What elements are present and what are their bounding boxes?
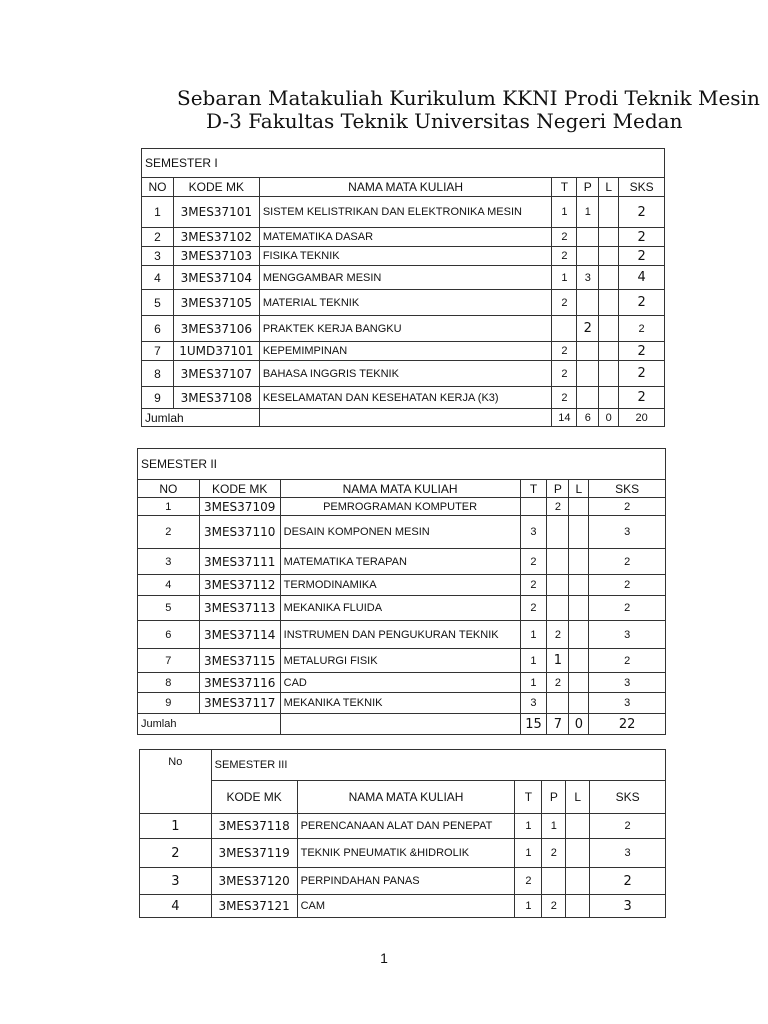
table-row (142, 361, 665, 387)
cell-no: 6 (142, 316, 174, 342)
cell-t: 1 (515, 814, 542, 839)
cell-p: 2 (547, 673, 569, 693)
cell-no: 2 (142, 228, 174, 247)
cell-no: 5 (142, 290, 174, 316)
total-empty-cell (280, 714, 520, 735)
cell-nama-mata-kuliah: SISTEM KELISTRIKAN DAN ELEKTRONIKA MESIN (259, 197, 552, 228)
cell-t: 3 (520, 693, 547, 714)
cell-kode-mk: 3MES37116 (199, 673, 280, 693)
cell-l (569, 621, 589, 649)
cell-kode-mk: 3MES37107 (173, 361, 259, 387)
cell-l (599, 387, 619, 409)
cell-nama-mata-kuliah: BAHASA INGGRIS TEKNIK (259, 361, 552, 387)
cell-kode-mk: 3MES37115 (199, 649, 280, 673)
cell-sks: 2 (619, 197, 665, 228)
cell-t: 3 (520, 516, 547, 549)
cell-p (547, 516, 569, 549)
cell-p: 2 (542, 895, 566, 918)
cell-t: 2 (515, 868, 542, 895)
cell-sks: 2 (589, 596, 666, 621)
cell-kode-mk: 3MES37106 (173, 316, 259, 342)
cell-sks: 4 (619, 266, 665, 290)
cell-no: 3 (138, 549, 200, 575)
cell-l (599, 290, 619, 316)
total-t: 14 (552, 409, 577, 427)
cell-p: 2 (547, 498, 569, 516)
cell-l (569, 498, 589, 516)
cell-sks: 3 (589, 673, 666, 693)
cell-nama-mata-kuliah: MENGGAMBAR MESIN (259, 266, 552, 290)
semester-1-header-row (142, 178, 665, 197)
cell-nama-mata-kuliah: MEKANIKA TEKNIK (280, 693, 520, 714)
table-row (140, 868, 666, 895)
cell-no: 5 (138, 596, 200, 621)
header-sks: SKS (589, 480, 666, 498)
cell-nama-mata-kuliah: PERENCANAAN ALAT DAN PENEPAT (297, 814, 515, 839)
cell-p (577, 228, 599, 247)
semester-2-label: SEMESTER II (138, 449, 666, 480)
cell-t (552, 316, 577, 342)
cell-p (577, 342, 599, 361)
cell-nama-mata-kuliah: PEMROGRAMAN KOMPUTER (280, 498, 520, 516)
table-row (140, 814, 666, 839)
cell-nama-mata-kuliah: CAD (280, 673, 520, 693)
cell-l (599, 197, 619, 228)
cell-kode-mk: 3MES37109 (199, 498, 280, 516)
cell-l (569, 596, 589, 621)
cell-kode-mk: 3MES37102 (173, 228, 259, 247)
cell-sks: 2 (619, 361, 665, 387)
cell-kode-mk: 3MES37117 (199, 693, 280, 714)
cell-l (569, 516, 589, 549)
cell-sks: 3 (589, 516, 666, 549)
cell-sks: 2 (589, 549, 666, 575)
total-sks: 22 (589, 714, 666, 735)
cell-t: 2 (552, 342, 577, 361)
cell-l (569, 649, 589, 673)
cell-p: 2 (547, 621, 569, 649)
cell-p (542, 868, 566, 895)
cell-l (599, 342, 619, 361)
total-label: Jumlah (142, 409, 260, 427)
cell-no: 6 (138, 621, 200, 649)
semester-2-total-row (138, 714, 666, 735)
cell-t: 2 (520, 596, 547, 621)
cell-no: 3 (142, 247, 174, 266)
header-l: L (566, 781, 590, 814)
cell-kode-mk: 3MES37118 (211, 814, 297, 839)
cell-sks: 3 (590, 895, 666, 918)
cell-t: 2 (552, 290, 577, 316)
cell-no: 4 (142, 266, 174, 290)
cell-sks: 2 (589, 649, 666, 673)
cell-kode-mk: 3MES37114 (199, 621, 280, 649)
cell-p (547, 575, 569, 596)
semester-3-label-row (140, 750, 666, 781)
cell-t: 2 (552, 387, 577, 409)
semester-1-table (141, 148, 665, 427)
cell-t: 1 (520, 673, 547, 693)
cell-nama-mata-kuliah: PRAKTEK KERJA BANGKU (259, 316, 552, 342)
cell-p (547, 596, 569, 621)
cell-l (566, 868, 590, 895)
cell-l (566, 839, 590, 868)
cell-l (599, 247, 619, 266)
cell-l (599, 316, 619, 342)
cell-no: 7 (142, 342, 174, 361)
cell-t: 2 (520, 575, 547, 596)
table-row (140, 839, 666, 868)
cell-t: 1 (515, 839, 542, 868)
semester-2-table (137, 448, 666, 735)
total-t: 15 (520, 714, 547, 735)
cell-sks: 2 (619, 290, 665, 316)
table-row (142, 247, 665, 266)
cell-p (577, 361, 599, 387)
total-l: 0 (599, 409, 619, 427)
cell-nama-mata-kuliah: KEPEMIMPINAN (259, 342, 552, 361)
cell-nama-mata-kuliah: MATERIAL TEKNIK (259, 290, 552, 316)
cell-t: 2 (552, 247, 577, 266)
page-number: 1 (380, 950, 388, 966)
header-no: No (140, 750, 212, 814)
cell-kode-mk: 3MES37103 (173, 247, 259, 266)
table-row (140, 895, 666, 918)
cell-nama-mata-kuliah: TEKNIK PNEUMATIK &HIDROLIK (297, 839, 515, 868)
cell-p: 1 (547, 649, 569, 673)
cell-kode-mk: 3MES37101 (173, 197, 259, 228)
semester-2-header-row (138, 480, 666, 498)
header-t: T (552, 178, 577, 197)
header-p: P (577, 178, 599, 197)
cell-sks: 2 (619, 387, 665, 409)
table-row (142, 197, 665, 228)
table-row (138, 516, 666, 549)
table-row (138, 549, 666, 575)
semester-1-label: SEMESTER I (142, 149, 665, 178)
cell-kode-mk: 3MES37112 (199, 575, 280, 596)
cell-sks: 2 (619, 316, 665, 342)
cell-no: 4 (138, 575, 200, 596)
cell-no: 1 (142, 197, 174, 228)
cell-t: 1 (520, 621, 547, 649)
semester-1-label-row (142, 149, 665, 178)
table-row (138, 596, 666, 621)
cell-t: 1 (515, 895, 542, 918)
cell-l (566, 895, 590, 918)
cell-sks: 2 (619, 228, 665, 247)
cell-nama-mata-kuliah: FISIKA TEKNIK (259, 247, 552, 266)
document-title-line-2: D-3 Fakultas Teknik Universitas Negeri Medan (206, 109, 683, 133)
total-p: 7 (547, 714, 569, 735)
cell-l (599, 361, 619, 387)
cell-kode-mk: 3MES37111 (199, 549, 280, 575)
cell-nama-mata-kuliah: MATEMATIKA TERAPAN (280, 549, 520, 575)
cell-l (569, 673, 589, 693)
cell-t: 2 (520, 549, 547, 575)
cell-no: 8 (138, 673, 200, 693)
cell-nama-mata-kuliah: MATEMATIKA DASAR (259, 228, 552, 247)
table-row (138, 649, 666, 673)
total-p: 6 (577, 409, 599, 427)
cell-nama-mata-kuliah: METALURGI FISIK (280, 649, 520, 673)
cell-nama-mata-kuliah: TERMODINAMIKA (280, 575, 520, 596)
cell-p (547, 549, 569, 575)
cell-kode-mk: 3MES37110 (199, 516, 280, 549)
cell-sks: 2 (590, 814, 666, 839)
cell-sks: 2 (619, 247, 665, 266)
table-row (138, 498, 666, 516)
cell-sks: 2 (590, 868, 666, 895)
cell-no: 9 (142, 387, 174, 409)
header-nama-mata-kuliah: NAMA MATA KULIAH (280, 480, 520, 498)
cell-p: 2 (577, 316, 599, 342)
total-l: 0 (569, 714, 589, 735)
cell-l (599, 228, 619, 247)
cell-p (577, 247, 599, 266)
cell-t (520, 498, 547, 516)
semester-2-label-row (138, 449, 666, 480)
cell-p (547, 693, 569, 714)
header-l: L (599, 178, 619, 197)
cell-kode-mk: 3MES37105 (173, 290, 259, 316)
cell-no: 1 (138, 498, 200, 516)
table-row (142, 316, 665, 342)
cell-nama-mata-kuliah: INSTRUMEN DAN PENGUKURAN TEKNIK (280, 621, 520, 649)
cell-no: 1 (140, 814, 212, 839)
cell-kode-mk: 3MES37120 (211, 868, 297, 895)
cell-l (569, 549, 589, 575)
header-nama-mata-kuliah: NAMA MATA KULIAH (297, 781, 515, 814)
cell-sks: 2 (589, 575, 666, 596)
cell-nama-mata-kuliah: PERPINDAHAN PANAS (297, 868, 515, 895)
cell-nama-mata-kuliah: CAM (297, 895, 515, 918)
cell-kode-mk: 3MES37104 (173, 266, 259, 290)
cell-p: 3 (577, 266, 599, 290)
cell-p: 1 (577, 197, 599, 228)
table-row (138, 621, 666, 649)
cell-sks: 3 (589, 693, 666, 714)
semester-3-label: SEMESTER III (211, 750, 665, 781)
header-t: T (520, 480, 547, 498)
table-row (138, 693, 666, 714)
cell-kode-mk: 1UMD37101 (173, 342, 259, 361)
semester-3-header-row (140, 781, 666, 814)
table-row (142, 228, 665, 247)
cell-nama-mata-kuliah: KESELAMATAN DAN KESEHATAN KERJA (K3) (259, 387, 552, 409)
table-row (142, 266, 665, 290)
cell-no: 7 (138, 649, 200, 673)
cell-p: 1 (542, 814, 566, 839)
cell-t: 1 (552, 197, 577, 228)
total-label: Jumlah (138, 714, 281, 735)
header-nama-mata-kuliah: NAMA MATA KULIAH (259, 178, 552, 197)
header-kode-mk: KODE MK (173, 178, 259, 197)
cell-no: 3 (140, 868, 212, 895)
semester-3-table (139, 749, 666, 918)
cell-l (599, 266, 619, 290)
cell-no: 2 (140, 839, 212, 868)
table-row (138, 575, 666, 596)
cell-l (569, 693, 589, 714)
header-p: P (542, 781, 566, 814)
cell-l (569, 575, 589, 596)
cell-p (577, 290, 599, 316)
table-row (138, 673, 666, 693)
total-empty-cell (259, 409, 552, 427)
header-l: L (569, 480, 589, 498)
cell-kode-mk: 3MES37108 (173, 387, 259, 409)
cell-sks: 2 (619, 342, 665, 361)
table-row (142, 387, 665, 409)
header-no: NO (142, 178, 174, 197)
table-row (142, 290, 665, 316)
header-kode-mk: KODE MK (211, 781, 297, 814)
cell-no: 2 (138, 516, 200, 549)
cell-kode-mk: 3MES37119 (211, 839, 297, 868)
cell-nama-mata-kuliah: DESAIN KOMPONEN MESIN (280, 516, 520, 549)
cell-no: 8 (142, 361, 174, 387)
header-kode-mk: KODE MK (199, 480, 280, 498)
table-row (142, 342, 665, 361)
cell-kode-mk: 3MES37121 (211, 895, 297, 918)
cell-no: 9 (138, 693, 200, 714)
cell-l (566, 814, 590, 839)
header-sks: SKS (619, 178, 665, 197)
cell-t: 2 (552, 361, 577, 387)
header-p: P (547, 480, 569, 498)
total-sks: 20 (619, 409, 665, 427)
cell-sks: 2 (589, 498, 666, 516)
cell-t: 2 (552, 228, 577, 247)
cell-p (577, 387, 599, 409)
header-no: NO (138, 480, 200, 498)
cell-t: 1 (520, 649, 547, 673)
cell-kode-mk: 3MES37113 (199, 596, 280, 621)
cell-nama-mata-kuliah: MEKANIKA FLUIDA (280, 596, 520, 621)
cell-no: 4 (140, 895, 212, 918)
cell-sks: 3 (589, 621, 666, 649)
header-sks: SKS (590, 781, 666, 814)
document-title-line-1: Sebaran Matakuliah Kurikulum KKNI Prodi Teknik Mesin (177, 86, 760, 110)
cell-t: 1 (552, 266, 577, 290)
semester-1-total-row (142, 409, 665, 427)
cell-p: 2 (542, 839, 566, 868)
header-t: T (515, 781, 542, 814)
cell-sks: 3 (590, 839, 666, 868)
